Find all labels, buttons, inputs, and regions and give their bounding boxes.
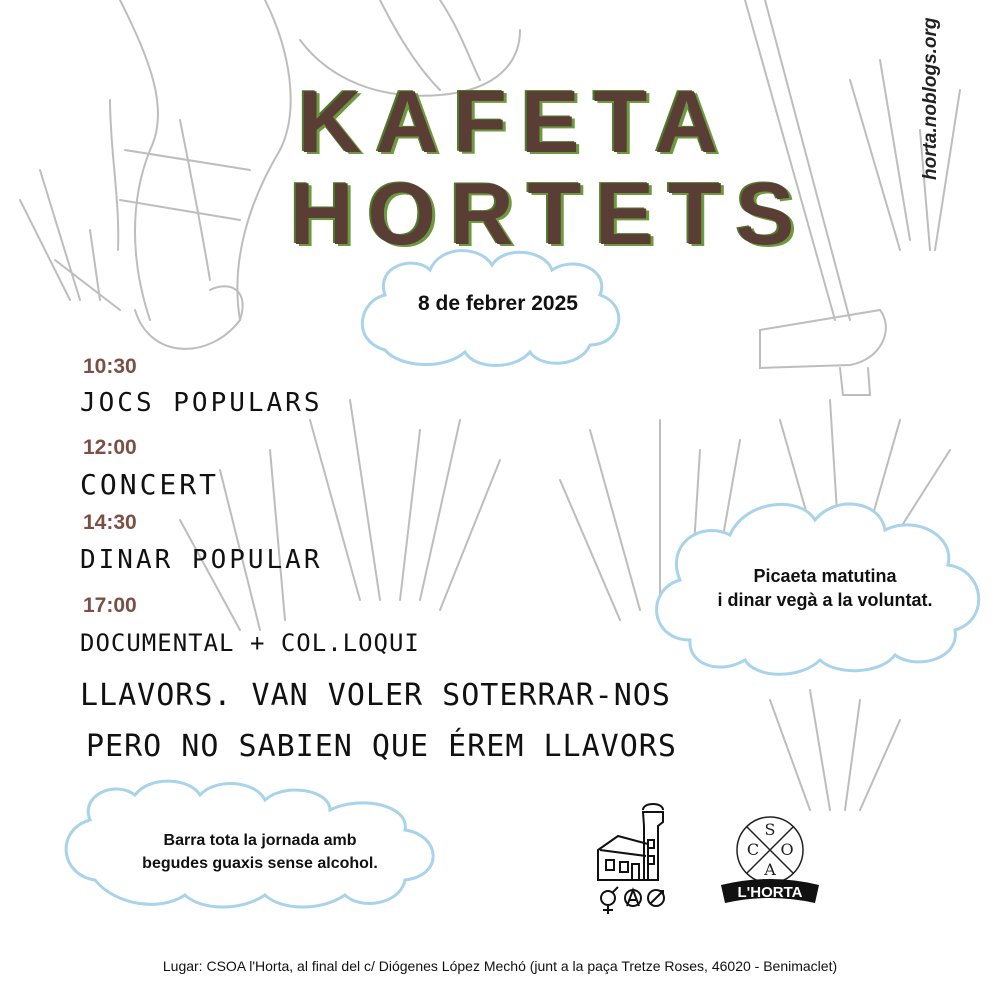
barra-note (100, 829, 420, 875)
logo-letter-a: A (764, 860, 776, 879)
schedule-time-1: 10:30 (83, 355, 137, 378)
logo-horta-text: L'HORTA (737, 884, 803, 901)
website-link[interactable]: horta.noblogs.org (920, 17, 941, 180)
logo-letter-s: S (764, 820, 776, 839)
logo-letter-o: O (780, 840, 794, 859)
website-vertical (882, 18, 962, 198)
schedule-time-4: 17:00 (83, 594, 137, 617)
schedule-activity-2: CONCERT (80, 468, 220, 501)
schedule-activity-3: DINAR POPULAR (80, 545, 323, 575)
picaeta-line1: Picaeta matutina (753, 566, 897, 586)
schedule-time-2: 12:00 (83, 436, 137, 459)
event-date: 8 de febrer 2025 (418, 292, 578, 315)
schedule-activity-4: DOCUMENTAL + COL.LOQUI (80, 629, 420, 657)
picaeta-note (690, 564, 960, 612)
csoa-house-logo (588, 800, 678, 920)
quote-line2: PERO NO SABIEN QUE ÉREM LLAVORS (86, 729, 677, 764)
title-line1: KAFETA (298, 72, 733, 171)
schedule-activity-1: JOCS POPULARS (80, 388, 323, 418)
quote-line1: LLAVORS. VAN VOLER SOTERRAR-NOS (80, 678, 671, 713)
footer-location: Lugar: CSOA l'Horta, al final del c/ Diógenes López Mechó (junt a la paça Tretze Roses, 46020 - Benimaclet) (162, 958, 838, 974)
picaeta-line2: i dinar vegà a la voluntat. (717, 590, 933, 610)
schedule-time-3: 14:30 (83, 511, 137, 534)
barra-line2: begudes guaxis sense alcohol. (142, 855, 378, 872)
horta-circle-logo (715, 805, 825, 915)
barra-line1: Barra tota la jornada amb (163, 832, 357, 849)
title-line2: HORTETS (290, 164, 809, 263)
logo-letter-c: C (746, 840, 760, 859)
